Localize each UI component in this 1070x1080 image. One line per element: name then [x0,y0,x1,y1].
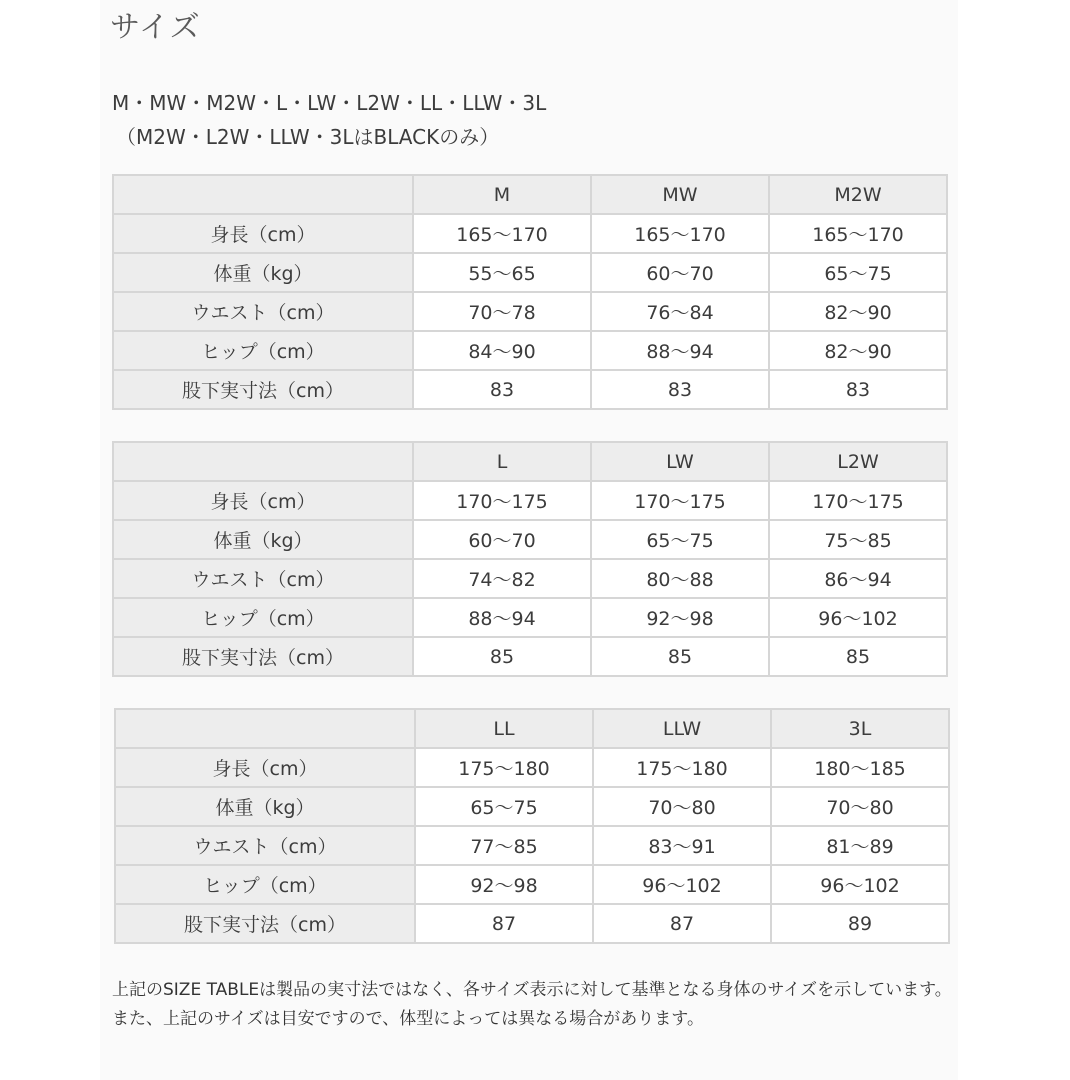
table-cell: 165〜170 [769,214,947,253]
table-row [113,370,947,409]
table-row [113,559,947,598]
table-row [115,865,949,904]
header-cell: MW [591,175,769,214]
table-cell: 83 [591,370,769,409]
table-cell: 82〜90 [769,331,947,370]
size-list [112,86,546,154]
row-label: 身長（cm） [113,214,413,253]
table-cell: 80〜88 [591,559,769,598]
row-label: 身長（cm） [113,481,413,520]
table-cell: 70〜78 [413,292,591,331]
table-row [115,748,949,787]
table-row [113,598,947,637]
table-cell: 76〜84 [591,292,769,331]
table-row [113,331,947,370]
table-cell: 86〜94 [769,559,947,598]
table-cell: 85 [591,637,769,676]
row-label: 体重（kg） [113,520,413,559]
table-cell: 70〜80 [593,787,771,826]
table-cell: 88〜94 [591,331,769,370]
table-cell: 175〜180 [415,748,593,787]
header-cell: LL [415,709,593,748]
row-label: ウエスト（cm） [113,559,413,598]
table-cell: 84〜90 [413,331,591,370]
table-row [113,214,947,253]
row-label: 体重（kg） [115,787,415,826]
table-cell: 77〜85 [415,826,593,865]
table-cell: 165〜170 [413,214,591,253]
table-cell: 96〜102 [769,598,947,637]
table-row [113,253,947,292]
table-cell: 74〜82 [413,559,591,598]
table-cell: 75〜85 [769,520,947,559]
table-cell: 70〜80 [771,787,949,826]
header-cell [113,442,413,481]
table-cell: 65〜75 [415,787,593,826]
size-table-notes [112,976,952,1034]
table-cell: 96〜102 [771,865,949,904]
table-cell: 175〜180 [593,748,771,787]
header-cell: LLW [593,709,771,748]
table-cell: 60〜70 [591,253,769,292]
header-cell [113,175,413,214]
table-cell: 88〜94 [413,598,591,637]
header-cell [115,709,415,748]
row-label: ヒップ（cm） [113,598,413,637]
row-label: ヒップ（cm） [113,331,413,370]
size-table-3 [114,708,950,944]
row-label: ウエスト（cm） [113,292,413,331]
table-cell: 85 [769,637,947,676]
table-cell: 85 [413,637,591,676]
table-cell: 92〜98 [591,598,769,637]
table-cell: 89 [771,904,949,943]
table-cell: 55〜65 [413,253,591,292]
table-header-row [115,709,949,748]
table-row [115,826,949,865]
size-list-line: M・MW・M2W・L・LW・L2W・LL・LLW・3L [112,91,547,115]
table-cell: 170〜175 [769,481,947,520]
table-header-row [113,175,947,214]
table-row [113,637,947,676]
header-cell: LW [591,442,769,481]
header-cell: L [413,442,591,481]
table-cell: 82〜90 [769,292,947,331]
header-cell: 3L [771,709,949,748]
row-label: 体重（kg） [113,253,413,292]
header-cell: L2W [769,442,947,481]
note-line: 上記のSIZE TABLEは製品の実寸法ではなく、各サイズ表示に対して基準となる身体のサイズを示しています。 [112,980,952,1000]
table-cell: 87 [593,904,771,943]
table-cell: 60〜70 [413,520,591,559]
table-row [115,904,949,943]
page-title: サイズ [110,10,201,45]
row-label: ヒップ（cm） [115,865,415,904]
row-label: 身長（cm） [115,748,415,787]
table-cell: 83〜91 [593,826,771,865]
row-label: 股下実寸法（cm） [115,904,415,943]
header-cell: M2W [769,175,947,214]
table-cell: 81〜89 [771,826,949,865]
table-cell: 87 [415,904,593,943]
table-cell: 165〜170 [591,214,769,253]
table-cell: 170〜175 [413,481,591,520]
table-header-row [113,442,947,481]
table-row [113,481,947,520]
table-cell: 83 [413,370,591,409]
table-cell: 83 [769,370,947,409]
size-availability-note: （M2W・L2W・LLW・3LはBLACKのみ） [116,125,500,149]
row-label: ウエスト（cm） [115,826,415,865]
row-label: 股下実寸法（cm） [113,637,413,676]
table-cell: 92〜98 [415,865,593,904]
note-line: また、上記のサイズは目安ですので、体型によっては異なる場合があります。 [112,1009,704,1029]
size-table-2 [112,441,948,677]
table-cell: 96〜102 [593,865,771,904]
table-row [115,787,949,826]
table-cell: 65〜75 [769,253,947,292]
table-cell: 170〜175 [591,481,769,520]
table-row [113,520,947,559]
row-label: 股下実寸法（cm） [113,370,413,409]
size-table-1 [112,174,948,410]
table-cell: 180〜185 [771,748,949,787]
table-row [113,292,947,331]
table-cell: 65〜75 [591,520,769,559]
header-cell: M [413,175,591,214]
